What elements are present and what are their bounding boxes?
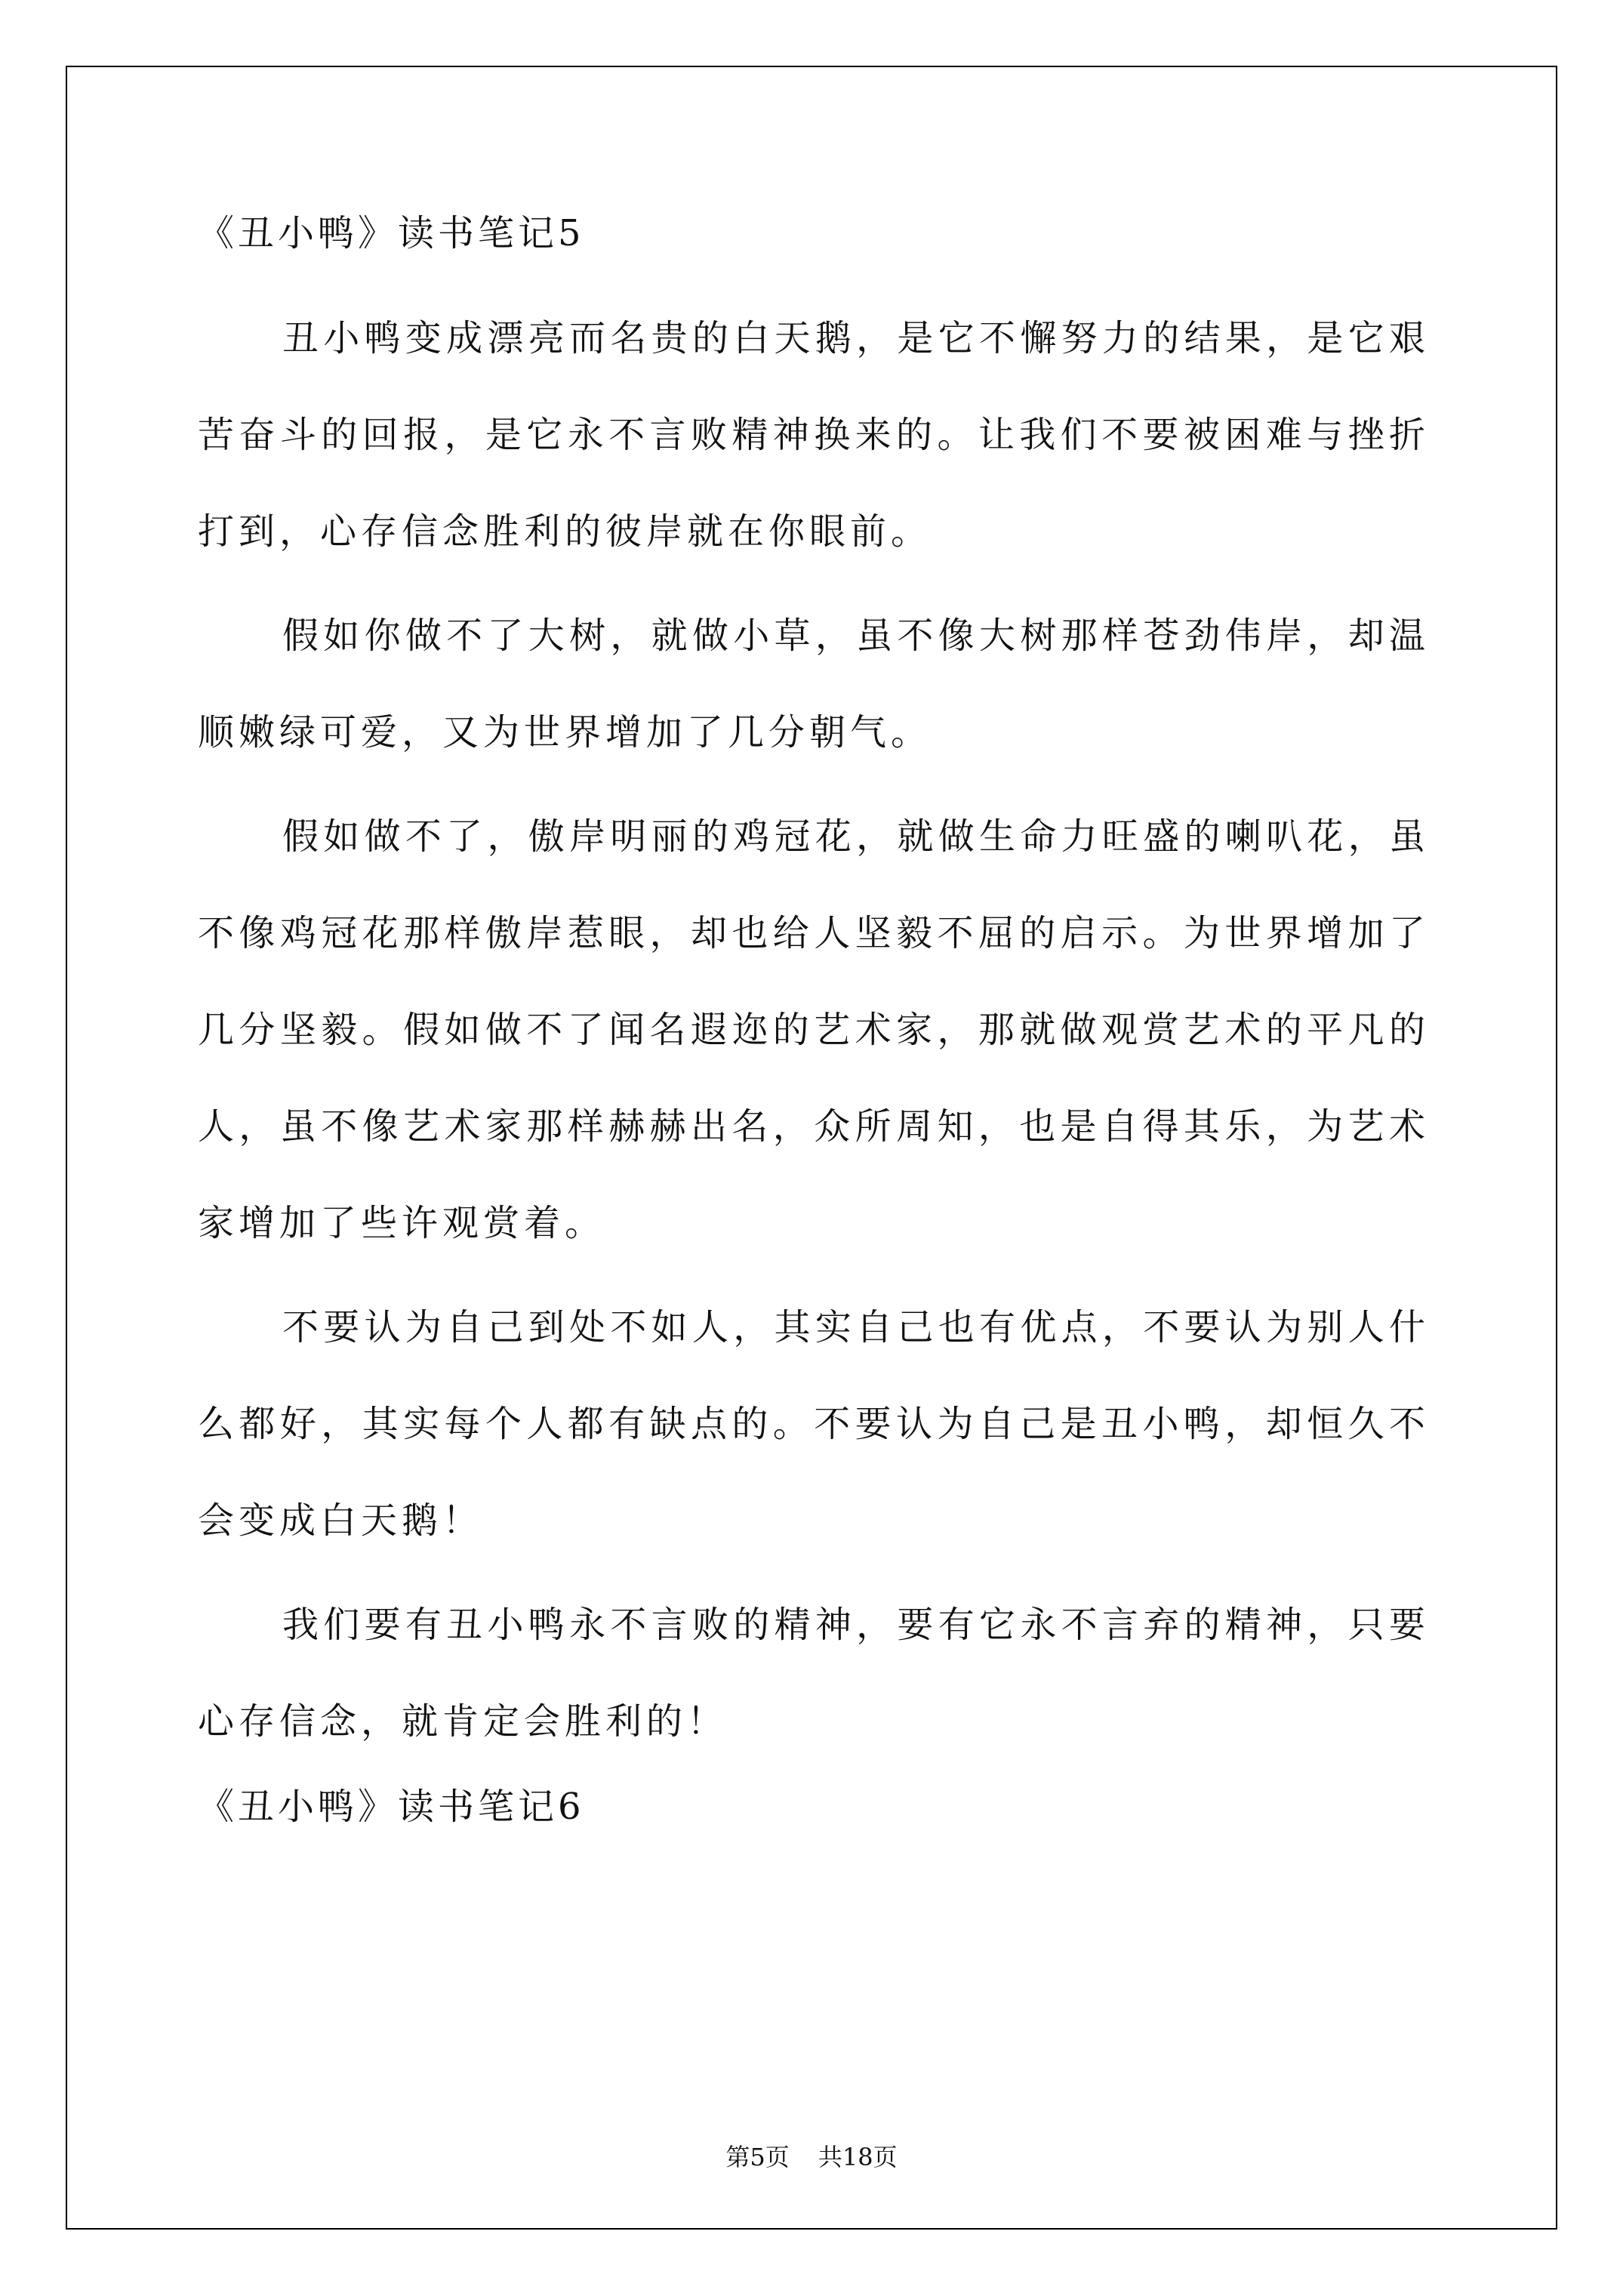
section-heading-5: 《丑小鸭》读书笔记5 [198,212,585,254]
section-heading-6: 《丑小鸭》读书笔记6 [198,1786,585,1829]
page-number: 第5页 [725,2143,790,2171]
document-body [198,210,1430,1831]
paragraph-3: 假如做不了，傲岸明丽的鸡冠花，就做生命力旺盛的喇叭花，虽不像鸡冠花那样傲岸惹眼，却也给人坚毅不屈的启示。为世界增加了几分坚毅。假如做不了闻名遐迩的艺术家，那就做观赏艺术的平凡的人，虽不像艺术家那样赫赫出名，众所周知，也是自得其乐，为艺术家增加了些许观赏着。 [198,815,1430,1245]
page-footer [0,2138,1623,2173]
page-total: 共18页 [818,2143,898,2171]
paragraph-4: 不要认为自己到处不如人，其实自己也有优点，不要认为别人什么都好，其实每个人都有缺点的。不要认为自己是丑小鸭，却恒久不会变成白天鹅！ [198,1306,1430,1542]
paragraph-2: 假如你做不了大树，就做小草，虽不像大树那样苍劲伟岸，却温顺嫩绿可爱，又为世界增加了几分朝气。 [198,615,1430,754]
paragraph-5: 我们要有丑小鸭永不言败的精神，要有它永不言弃的精神，只要心存信念，就肯定会胜利的！ [198,1604,1430,1743]
paragraph-1: 丑小鸭变成漂亮而名贵的白天鹅，是它不懈努力的结果，是它艰苦奋斗的回报，是它永不言败精神换来的。让我们不要被困难与挫折打到，心存信念胜利的彼岸就在你眼前。 [198,317,1430,553]
